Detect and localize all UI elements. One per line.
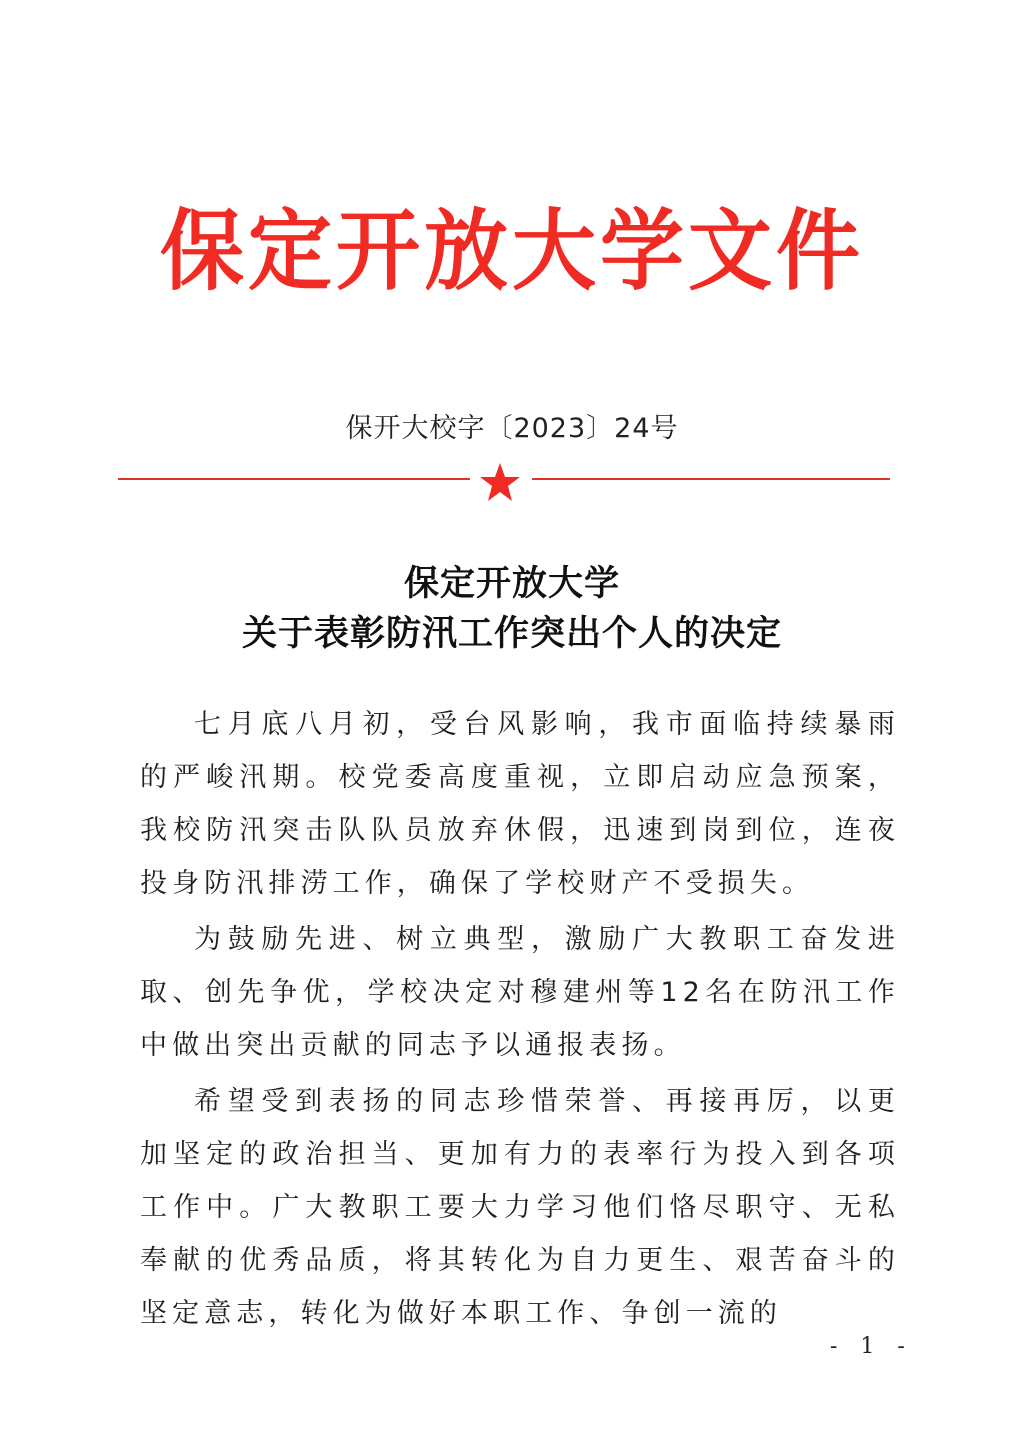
paragraph-text: 为鼓励先进、树立典型，激励广大教职工奋发进取、创先争优，学校决定对穆建州等12名在防汛工作中做出突出贡献的同志予以通报表扬。 xyxy=(140,924,900,1061)
document-number: 保开大校字〔2023〕24号 xyxy=(345,413,679,444)
document-title-line1: 保定开放大学 xyxy=(403,563,620,604)
body-paragraph xyxy=(140,913,900,1072)
document-title-line2: 关于表彰防汛工作突出个人的决定 xyxy=(241,613,782,654)
red-divider-left xyxy=(118,478,470,480)
body-paragraph xyxy=(140,1075,900,1340)
star-icon xyxy=(479,462,521,502)
paragraph-text: 七月底八月初，受台风影响，我市面临持续暴雨的严峻汛期。校党委高度重视，立即启动应急预案，我校防汛突击队队员放弃休假，迅速到岗到位，连夜投身防汛排涝工作，确保了学校财产不受损失。 xyxy=(140,709,900,899)
page-number: - 1 - xyxy=(830,1334,913,1359)
red-divider-right xyxy=(532,478,890,480)
masthead-title: 保定开放大学文件 xyxy=(159,198,864,303)
body-paragraph xyxy=(140,698,900,910)
paragraph-text: 希望受到表扬的同志珍惜荣誉、再接再厉，以更加坚定的政治担当、更加有力的表率行为投入到各项工作中。广大教职工要大力学习他们恪尽职守、无私奉献的优秀品质，将其转化为自力更生、艰苦奋斗的坚定意志，转化为做好本职工作、争创一流的 xyxy=(140,1086,900,1329)
